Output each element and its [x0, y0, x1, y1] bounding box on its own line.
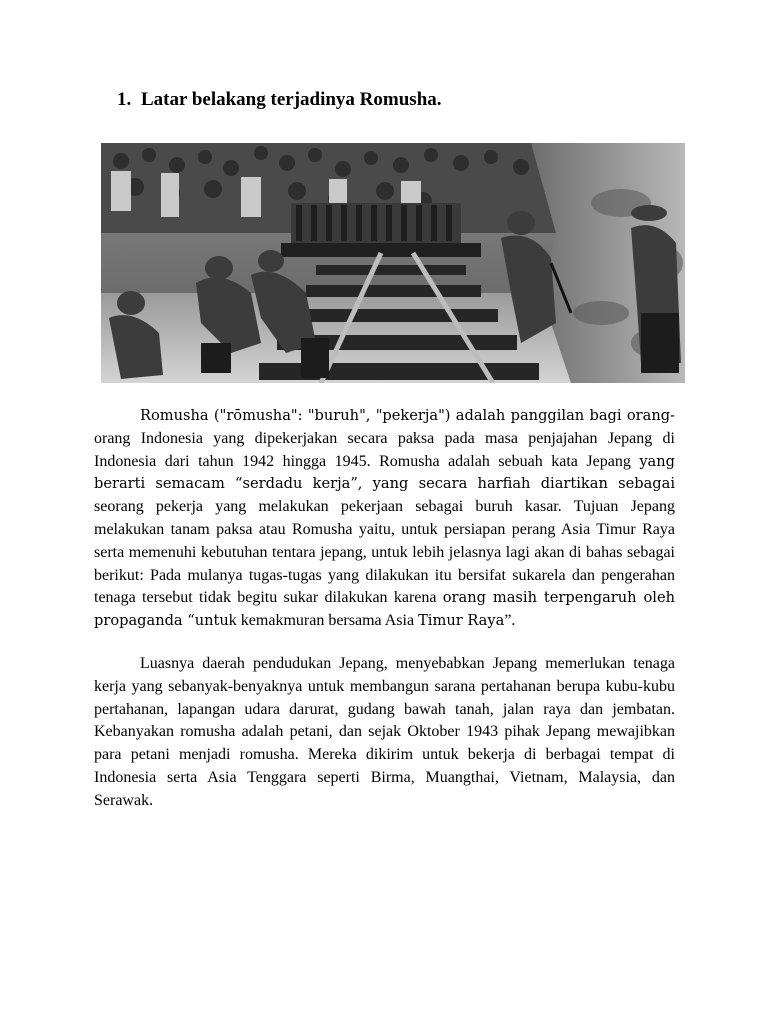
heading-text: Latar belakang terjadinya Romusha.	[141, 89, 442, 110]
paragraph1-segment-6: k kemakmuran bersama Asia	[228, 612, 419, 630]
heading-number: 1.	[117, 89, 132, 110]
paragraph1-segment-1: Romusha ("rōmusha": "buruh", "pekerja") adalah panggilan bagi orang-	[140, 407, 675, 424]
paragraph-romusha-definition	[94, 405, 675, 633]
paragraph1-segment-8: ”.	[504, 612, 516, 630]
paragraph1-segment-7: Timur Raya	[418, 612, 505, 630]
paragraph1-segment-5: orang masih terpengaruh oleh propaganda “untu	[94, 589, 675, 630]
section-heading	[117, 88, 442, 112]
romusha-railway-photo	[101, 143, 685, 383]
paragraph1-segment-4: seorang pekerja yang melakukan pekerjaan sebagai buruh kasar. Tujuan Jepang melakukan tanam paksa atau Romusha yaitu, untuk persiapan perang Asia Timur Raya serta memenuhi kebutuhan tentara jepang, untuk lebih jelasnya lagi akan di bahas sebagai berikut: Pada mulanya tugas-tugas yang dilakukan itu bersifat sukarela dan pengerahan tenaga tersebut tidak begitu sukar dilakukan karena	[94, 498, 675, 607]
paragraph1-segment-2: orang Indonesia yang dipekerjakan secara paksa pada masa penjajahan Jepang di Indonesia dari tahun 1942 hingga 1945. Romusha adalah sebuah kata Jepang	[94, 429, 675, 470]
paragraph1-segment-3: yang berarti semacam “serdadu kerja”, yang secara harfiah diartikan sebagai	[94, 452, 675, 493]
paragraph-occupation-labour: Luasnya daerah pendudukan Jepang, menyebabkan Jepang memerlukan tenaga kerja yang sebanyak-benyaknya untuk membangun sarana pertahanan berupa kubu-kubu pertahanan, lapangan udara darurat, gudang bawah tanah, jalan raya dan jembatan. Kebanyakan romusha adalah petani, dan sejak Oktober 1943 pihak Jepang mewajibkan para petani menjadi romusha. Mereka dikirim untuk bekerja di berbagai tempat di Indonesia serta Asia Tenggara seperti Birma, Muangthai, Vietnam, Malaysia, dan Serawak.	[94, 655, 675, 809]
